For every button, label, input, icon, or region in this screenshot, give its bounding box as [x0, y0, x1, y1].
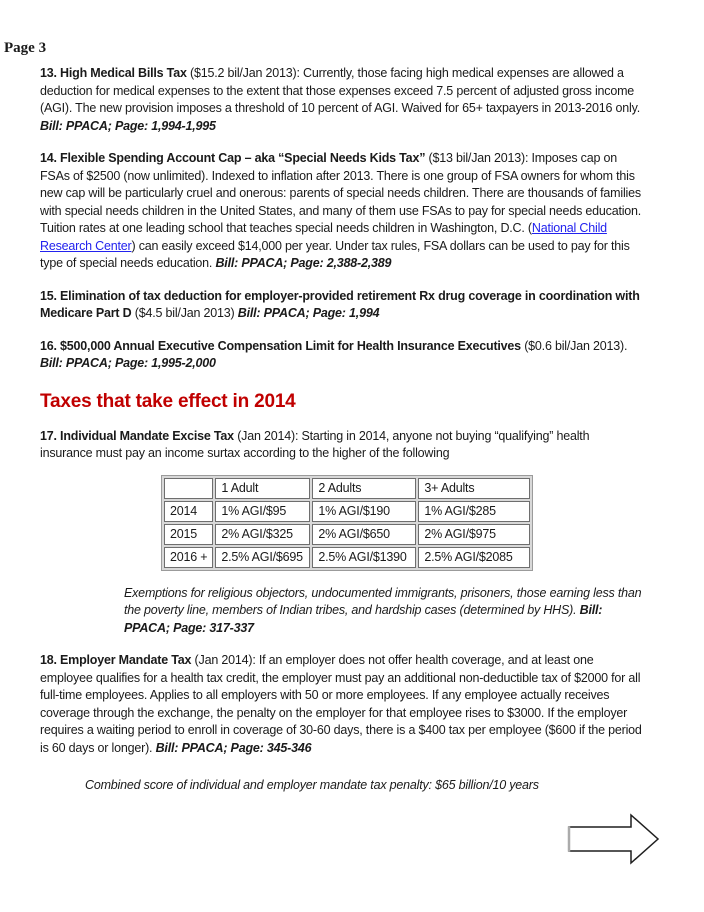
paragraph-item-14	[40, 150, 644, 273]
text-run: ($4.5 bil/Jan 2013)	[131, 306, 238, 320]
document-body	[40, 65, 644, 795]
table-row	[164, 547, 530, 568]
text-run: Combined score of individual and employer mandate tax penalty: $65 billion/10 years	[85, 778, 539, 792]
table-cell: 2% AGI/$325	[215, 524, 310, 545]
combined-score-note	[85, 777, 644, 795]
paragraph-item-13	[40, 65, 644, 135]
table-cell: 2015	[164, 524, 213, 545]
table-cell: 3+ Adults	[418, 478, 530, 499]
text-run: Bill: PPACA; Page: 345-346	[155, 740, 312, 755]
text-run: 16. $500,000 Annual Executive Compensation Limit for Health Insurance Executives	[40, 338, 521, 353]
text-run: 18. Employer Mandate Tax	[40, 653, 192, 667]
text-run: ($15.2 bil/Jan 2013): Currently, those facing high medical expenses are allowed a deduction for medical expenses to the extent that those expenses exceed 7.5 percent of adjusted gross income (AGI). The new provision imposes a threshold of 10 percent of AGI. Waived for 65+ taxpayers in 2013-2016 only.	[40, 66, 640, 115]
text-run: (Jan 2014): Starting in 2014, anyone not buying “qualifying” health insurance must pay an income surtax according to the higher of the following	[40, 428, 590, 460]
paragraph-item-18	[40, 652, 644, 757]
table-row	[164, 501, 530, 522]
text-run: (Jan 2014): If an employer does not offer health coverage, and at least one employee qualifies for a health tax credit, the employer must pay an additional non-deductible tax of $2000 for all full-time employees. Applies to all employers with 50 or more employees. If any employee actually receives coverage through the exchange, the penalty on the employer for that employee rises to $3000. If the employer requires a waiting period to enroll in coverage of 30-60 days, there is a $400 tax per employee ($600 if the period is 60 days or longer).	[40, 653, 642, 755]
text-run: Bill: PPACA; Page: 1,994-1,995	[40, 118, 216, 133]
table-cell: 2.5% AGI/$2085	[418, 547, 530, 568]
text-run: Bill: PPACA; Page: 2,388-2,389	[215, 256, 392, 270]
individual-mandate-tax-table	[161, 475, 533, 571]
table-row	[164, 478, 530, 499]
text-run: Bill: PPACA; Page: 317-337	[124, 603, 603, 635]
table-cell: 2 Adults	[312, 478, 416, 499]
table-cell: 2.5% AGI/$1390	[312, 547, 416, 568]
table-body	[164, 478, 530, 568]
mandate-tax-table-wrapper	[161, 475, 644, 571]
text-run: Bill: PPACA; Page: 1,994	[237, 306, 380, 320]
text-run: ($0.6 bil/Jan 2013).	[520, 338, 628, 353]
table-cell: 2% AGI/$650	[312, 524, 416, 545]
table-cell	[164, 478, 213, 499]
table-row	[164, 524, 530, 545]
text-run: Exemptions for religious objectors, undocumented immigrants, prisoners, those earning less than the poverty line, members of Indian tribes, and hardship cases (determined by HHS).	[124, 585, 642, 617]
next-page-arrow-icon	[567, 813, 661, 865]
table-cell: 2014	[164, 501, 213, 522]
text-run: 17. Individual Mandate Excise Tax	[40, 428, 234, 443]
table-cell: 2.5% AGI/$695	[215, 547, 310, 568]
table-cell: 1% AGI/$95	[215, 501, 310, 522]
text-run: Bill: PPACA; Page: 1,995-2,000	[40, 356, 216, 370]
text-run: 13. High Medical Bills Tax	[40, 66, 187, 80]
text-run: 15. Elimination of tax deduction for employer-provided retirement Rx drug coverage in coordination with Medicare Part D	[40, 288, 640, 320]
hyperlink-national-child-research-center[interactable]: National Child Research Center	[40, 221, 607, 253]
table-cell: 1% AGI/$190	[312, 501, 416, 522]
page-number-label: Page 3	[4, 40, 47, 56]
paragraph-item-17	[40, 428, 644, 463]
paragraph-item-16	[40, 338, 644, 373]
table-cell: 2016 +	[164, 547, 213, 568]
table-cell: 1 Adult	[215, 478, 310, 499]
text-run: ) can easily exceed $14,000 per year. Under tax rules, FSA dollars can be used to pay for this type of special needs education.	[40, 238, 630, 270]
text-run: ($13 bil/Jan 2013): Imposes cap on FSAs of $2500 (now unlimited). Indexed to inflation after 2013. There is one group of FSA owners for whom this new cap will be particularly cruel and onerous: parents of special needs children. There are thousands of families with special needs children in the United States, and many of them use FSAs to pay for special needs education. Tuition rates at one leading school that teaches special needs children in Washington, D.C. (	[40, 151, 642, 235]
table-cell: 2% AGI/$975	[418, 524, 530, 545]
text-run: 14. Flexible Spending Account Cap – aka “Special Needs Kids Tax”	[40, 151, 426, 165]
table-cell: 1% AGI/$285	[418, 501, 530, 522]
exemptions-note	[124, 585, 646, 638]
paragraph-item-15	[40, 288, 644, 323]
section-heading-taxes-2014: Taxes that take effect in 2014	[40, 390, 296, 412]
